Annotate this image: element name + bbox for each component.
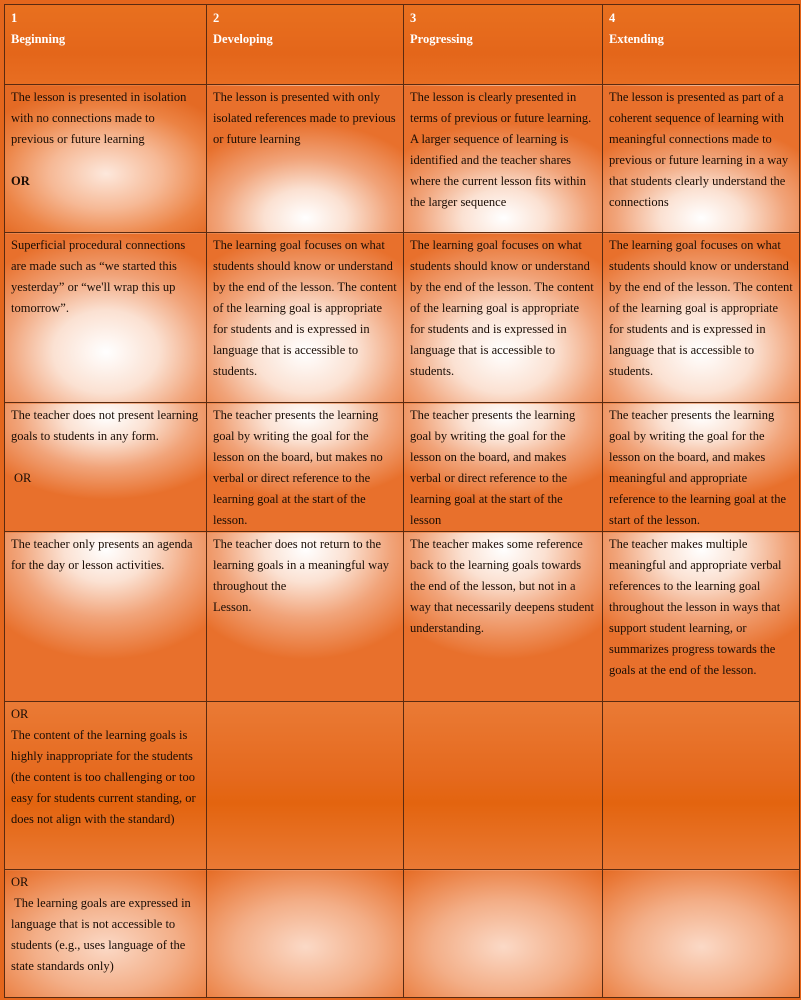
table-row bbox=[5, 233, 800, 403]
cell-text: The lesson is presented in isolation with no connections made to previous or future learning bbox=[11, 90, 187, 146]
cell-text: The teacher presents the learning goal by writing the goal for the lesson on the board, but makes no verbal or direct reference to the learning goal at the start of the lesson. bbox=[213, 408, 383, 527]
cell-text: Superficial procedural connections are made such as “we started this yesterday” or “we'll wrap this up tomorrow”. bbox=[11, 238, 186, 315]
level-number: 3 bbox=[410, 11, 417, 25]
level-label: Developing bbox=[213, 32, 273, 46]
table-cell bbox=[603, 702, 800, 870]
table-cell bbox=[404, 233, 603, 403]
table-cell bbox=[207, 233, 404, 403]
or-label: OR bbox=[11, 875, 29, 889]
table-cell bbox=[404, 532, 603, 702]
table-cell bbox=[603, 403, 800, 532]
cell-text: The content of the learning goals is highly inappropriate for the students (the content is too challenging or too easy for students current standing, or does not align with the standard) bbox=[11, 728, 196, 826]
level-label: Progressing bbox=[410, 32, 473, 46]
table-row bbox=[5, 403, 800, 532]
cell-text: The lesson is presented with only isolated references made to previous or future learning bbox=[213, 90, 396, 146]
level-label: Extending bbox=[609, 32, 664, 46]
table-cell bbox=[603, 870, 800, 998]
cell-text: The learning goal focuses on what students should know or understand by the end of the lesson. The content of the learning goal is appropriate for students and is expressed in language that is accessible to students. bbox=[609, 238, 793, 378]
table-cell bbox=[207, 403, 404, 532]
header-progressing bbox=[404, 5, 603, 85]
table-cell bbox=[603, 532, 800, 702]
table-cell bbox=[5, 233, 207, 403]
table-cell bbox=[5, 403, 207, 532]
cell-text: The lesson is presented as part of a coherent sequence of learning with meaningful connections made to previous or future learning in a way that students clearly understand the connections bbox=[609, 90, 789, 209]
table-cell bbox=[404, 85, 603, 233]
cell-text: The lesson is clearly presented in terms of previous or future learning. A larger sequence of learning is identified and the teacher shares where the current lesson fits within the larger sequence bbox=[410, 90, 592, 209]
header-row bbox=[5, 5, 800, 85]
cell-text: The teacher makes some reference back to the learning goals towards the end of the lesson, but not in a way that necessarily deepens student understanding. bbox=[410, 537, 594, 635]
table-row bbox=[5, 870, 800, 998]
cell-text: The teacher presents the learning goal by writing the goal for the lesson on the board, and makes verbal or direct reference to the learning goal at the start of the lesson bbox=[410, 408, 576, 527]
or-label: OR bbox=[14, 471, 32, 485]
header-beginning bbox=[5, 5, 207, 85]
cell-text: Lesson. bbox=[213, 600, 252, 614]
cell-text: The teacher does not present learning goals to students in any form. bbox=[11, 408, 199, 443]
table-cell bbox=[5, 532, 207, 702]
cell-text: The learning goal focuses on what students should know or understand by the end of the lesson. The content of the learning goal is appropriate for students and is expressed in language that is accessible to students. bbox=[213, 238, 397, 378]
table-cell bbox=[603, 233, 800, 403]
cell-text: The teacher does not return to the learning goals in a meaningful way throughout the bbox=[213, 537, 389, 593]
level-number: 4 bbox=[609, 11, 616, 25]
table-cell bbox=[404, 702, 603, 870]
table-cell bbox=[404, 403, 603, 532]
cell-text: The learning goal focuses on what students should know or understand by the end of the lesson. The content of the learning goal is appropriate for students and is expressed in language that is accessible to students. bbox=[410, 238, 594, 378]
table-cell bbox=[207, 532, 404, 702]
cell-text: The teacher presents the learning goal by writing the goal for the lesson on the board, and makes meaningful and appropriate reference to the learning goal at the start of the lesson. bbox=[609, 408, 786, 527]
table-cell bbox=[5, 702, 207, 870]
level-number: 1 bbox=[11, 11, 18, 25]
table-row bbox=[5, 702, 800, 870]
level-number: 2 bbox=[213, 11, 220, 25]
table-cell bbox=[207, 85, 404, 233]
cell-text: The learning goals are expressed in language that is not accessible to students (e.g., uses language of the state standards only) bbox=[11, 896, 194, 973]
cell-text: The teacher only presents an agenda for the day or lesson activities. bbox=[11, 537, 193, 572]
or-label: OR bbox=[11, 174, 30, 188]
level-label: Beginning bbox=[11, 32, 66, 46]
table-cell bbox=[5, 870, 207, 998]
table-cell bbox=[404, 870, 603, 998]
or-label: OR bbox=[11, 707, 29, 721]
table-cell bbox=[603, 85, 800, 233]
header-developing bbox=[207, 5, 404, 85]
table-cell bbox=[207, 870, 404, 998]
table-row bbox=[5, 532, 800, 702]
rubric-table bbox=[4, 4, 800, 998]
table-cell bbox=[207, 702, 404, 870]
table-cell bbox=[5, 85, 207, 233]
header-extending bbox=[603, 5, 800, 85]
cell-text: The teacher makes multiple meaningful and appropriate verbal references to the learning goal throughout the lesson in ways that support student learning, or summarizes progress towards the goals at the end of the lesson. bbox=[609, 537, 782, 677]
table-row bbox=[5, 85, 800, 233]
